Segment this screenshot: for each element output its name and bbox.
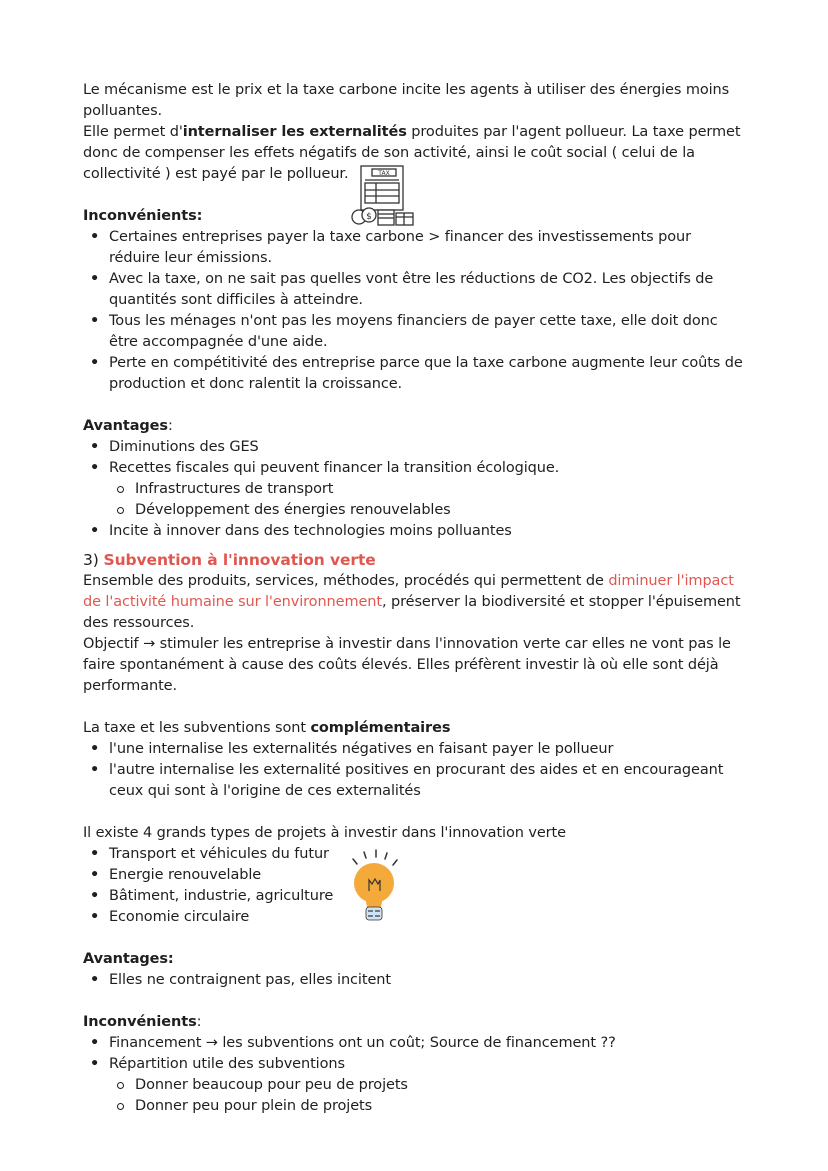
- sub-list-item: Donner beaucoup pour peu de projets: [83, 1075, 743, 1096]
- list-item: • Répartition utile des subventions: [83, 1054, 743, 1075]
- list-item: • Financement → les subventions ont un coût; Source de financement ??: [83, 1033, 743, 1054]
- definition-paragraph: [83, 571, 743, 634]
- types-intro: Il existe 4 grands types de projets à investir dans l'innovation verte: [83, 825, 566, 841]
- list-item: • Elles ne contraignent pas, elles incitent: [83, 970, 743, 991]
- text-segment: La taxe et les subventions sont: [83, 720, 311, 736]
- list-item-text: Recettes fiscales qui peuvent financer la transition écologique.: [109, 460, 560, 476]
- avantages-heading: [83, 416, 743, 437]
- avantages-sublist: [83, 479, 743, 521]
- highlighted-text: diminuer l'impact de l'activité humaine sur l'environnement: [83, 573, 734, 610]
- section-title-text: Subvention à l'innovation verte: [103, 551, 376, 569]
- inconvenients-2-sublist: [83, 1075, 743, 1117]
- text-segment: produites par l'agent pollueur. La taxe permet donc de compenser les effets négatifs de son activité, ainsi le coût social ( celui de la collectivité ) est payé par le pollueur.: [83, 124, 741, 182]
- text-segment: , préserver la biodiversité et stopper l'épuisement des ressources.: [83, 594, 741, 631]
- list-item: • Energie renouvelable: [83, 865, 743, 886]
- inconvenients-2-heading: [83, 1012, 743, 1033]
- bold-term: complémentaires: [310, 720, 451, 736]
- lightbulb-icon: [347, 847, 403, 925]
- list-item: • Tous les ménages n'ont pas les moyens financiers de payer cette taxe, elle doit donc être accompagnée d'une aide.: [83, 311, 743, 353]
- avantages-2-list: [83, 970, 743, 991]
- section-3-title: [83, 550, 743, 571]
- avantages-list: [83, 437, 743, 479]
- spacer: [83, 395, 743, 416]
- heading-colon: :: [196, 1014, 202, 1030]
- objectif-paragraph: Objectif → stimuler les entreprise à investir dans l'innovation verte car elles ne vont pas le faire spontanément à cause des coûts élevés. Elles préfèrent investir là où elle sont déjà performante.: [83, 636, 731, 694]
- avantages-list-cont: [83, 521, 743, 542]
- spacer: [83, 697, 743, 718]
- list-item: • Diminutions des GES: [83, 437, 743, 458]
- complementaires-list: [83, 739, 743, 802]
- tax-icon-label: TAX: [378, 170, 390, 177]
- heading-text: Inconvénients: [83, 1014, 197, 1030]
- section-number: 3): [83, 551, 104, 569]
- inconvenients-list: [83, 227, 743, 395]
- types-list: [83, 844, 743, 928]
- inconvenients-heading: Inconvénients:: [83, 208, 203, 224]
- tax-document-icon: [349, 165, 415, 227]
- sub-list-item: Donner peu pour plein de projets: [83, 1096, 743, 1117]
- intro-paragraph: Le mécanisme est le prix et la taxe carbone incite les agents à utiliser des énergies moins polluantes.: [83, 82, 730, 119]
- spacer: [83, 802, 743, 823]
- avantages-2-heading: Avantages:: [83, 951, 174, 967]
- heading-colon: :: [167, 418, 173, 434]
- sub-list-item: Développement des énergies renouvelables: [83, 500, 743, 521]
- complementaires-paragraph: [83, 718, 743, 739]
- list-item: • l'autre internalise les externalité positives en procurant des aides et en encourageant ceux qui sont à l'origine de ces externalités: [83, 760, 743, 802]
- list-item: • Avec la taxe, on ne sait pas quelles vont être les réductions de CO2. Les objectifs de quantités sont difficiles à atteindre.: [83, 269, 743, 311]
- document-page: [83, 80, 743, 1117]
- list-item: • Certaines entreprises payer la taxe carbone > financer des investissements pour réduire leur émissions.: [83, 227, 743, 269]
- list-item: • Economie circulaire: [83, 907, 743, 928]
- bold-term: internaliser les externalités: [182, 124, 407, 140]
- spacer: [83, 991, 743, 1012]
- text-segment: Ensemble des produits, services, méthodes, procédés qui permettent de: [83, 573, 609, 589]
- svg-text:$: $: [366, 212, 372, 222]
- list-item: • l'une internalise les externalités négatives en faisant payer le pollueur: [83, 739, 743, 760]
- heading-text: Avantages: [83, 418, 168, 434]
- list-item: • Perte en compétitivité des entreprise parce que la taxe carbone augmente leur coûts de production et donc ralentit la croissance.: [83, 353, 743, 395]
- spacer: [83, 928, 743, 949]
- list-item: [83, 458, 743, 479]
- inconvenients-2-list: [83, 1033, 743, 1075]
- sub-list-item: Infrastructures de transport: [83, 479, 743, 500]
- list-item: • Bâtiment, industrie, agriculture: [83, 886, 743, 907]
- list-item: • Incite à innover dans des technologies moins polluantes: [83, 521, 743, 542]
- text-segment: Elle permet d': [83, 124, 183, 140]
- list-item: • Transport et véhicules du futur: [83, 844, 743, 865]
